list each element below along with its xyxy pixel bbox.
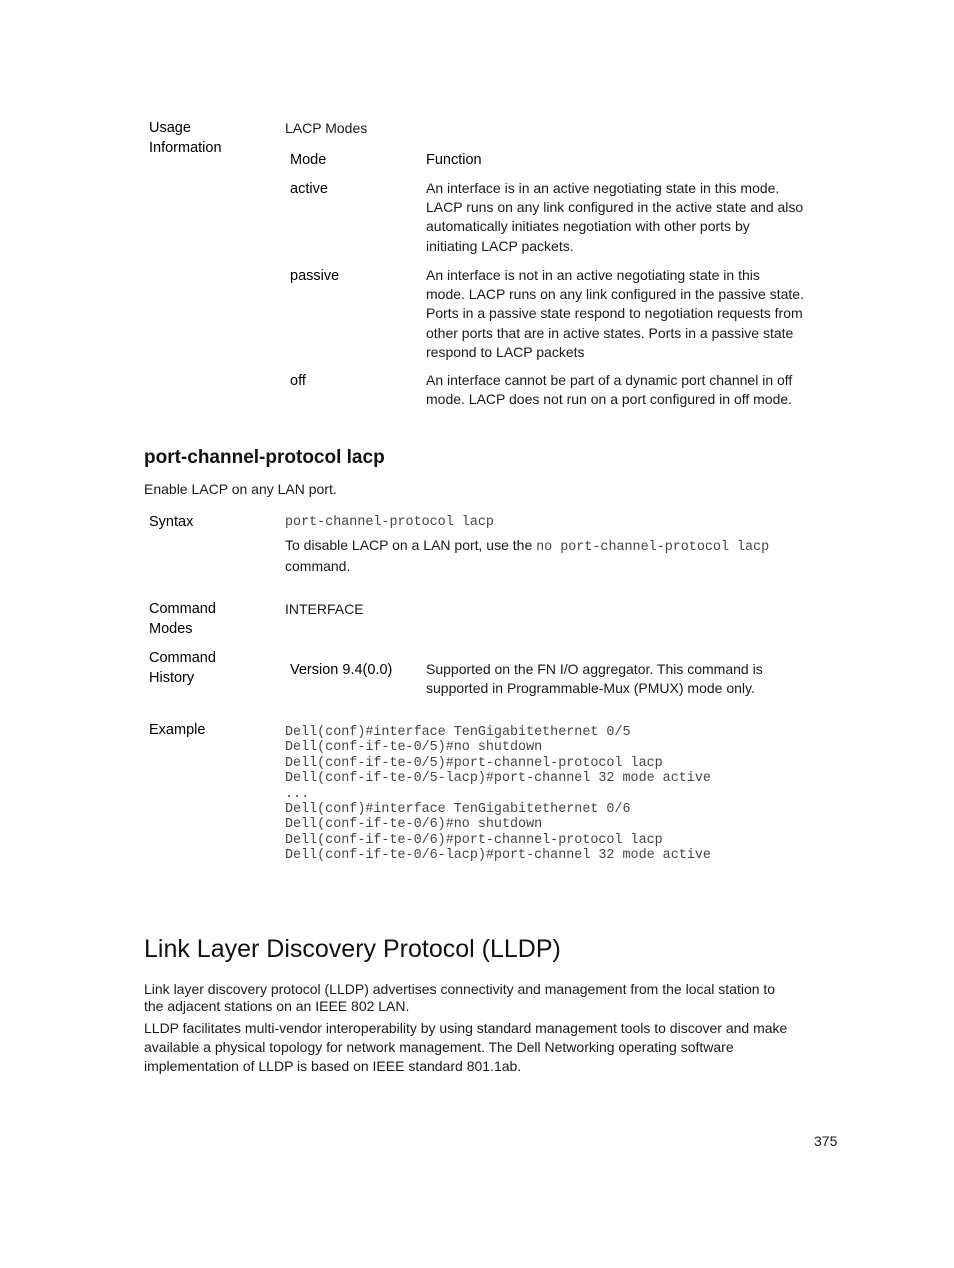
command-description: Enable LACP on any LAN port. <box>144 481 337 497</box>
lldp-paragraph-2: LLDP facilitates multi-vendor interoperability by using standard management tools to discover and make available a physical topology for network management. The Dell Networking operating software implementation of LLDP is based on IEEE standard 801.1ab. <box>144 1020 788 1075</box>
history-version: Version 9.4(0.0) <box>290 662 393 678</box>
usage-information-label: Usage Information <box>149 120 222 156</box>
mode-passive: passive <box>290 268 340 284</box>
syntax-code: port-channel-protocol lacp <box>285 515 494 530</box>
syntax-note-code: no port-channel-protocol lacp <box>536 540 770 555</box>
table-header-function: Function <box>426 152 482 168</box>
syntax-label: Syntax <box>149 514 194 530</box>
chapter-title: Link Layer Discovery Protocol (LLDP) <box>144 935 561 963</box>
command-title: port-channel-protocol lacp <box>144 447 385 468</box>
example-code-block: Dell(conf)#interface TenGigabitethernet 0/5 Dell(conf-if-te-0/5)#no shutdown Dell(conf-if-te-0/5)#port-channel-protocol lacp Dell(conf-if-te-0/5-lacp)#port-channel 32 mode active ... Dell(conf)#interface TenGigabitethernet 0/6 Dell(conf-if-te-0/6)#no shutdown Dell(conf-if-te-0/6)#port-channel-protocol lacp Dell(conf-if-te-0/6-lacp)#port-channel 32 mode active <box>285 725 711 864</box>
lldp-paragraph-1: Link layer discovery protocol (LLDP) advertises connectivity and management from the local station to the adjacent stations on an IEEE 802 LAN. <box>144 981 776 1015</box>
syntax-note <box>285 536 845 577</box>
mode-passive-function: An interface is not in an active negotiating state in this mode. LACP runs on any link configured in the passive state. Ports in a passive state respond to negotiation requests from other ports that are in active states. Ports in a passive state respond to LACP packets <box>426 267 804 360</box>
mode-active: active <box>290 181 328 197</box>
mode-off-function: An interface cannot be part of a dynamic port channel in off mode. LACP does not run on a port configured in off mode. <box>426 372 793 408</box>
page-number: 375 <box>814 1133 838 1149</box>
command-modes-value: INTERFACE <box>285 601 364 617</box>
command-modes-label: Command Modes <box>149 601 216 637</box>
history-description: Supported on the FN I/O aggregator. This command is supported in Programmable-Mux (PMUX) mode only. <box>426 661 763 697</box>
example-label: Example <box>149 722 206 738</box>
table-header-mode: Mode <box>290 152 327 168</box>
mode-active-function: An interface is in an active negotiating state in this mode. LACP runs on any link configured in the active state and also automatically initiates negotiation with other ports by initiating LACP packets. <box>426 180 804 254</box>
syntax-note-end: command. <box>285 558 351 575</box>
syntax-note-text: To disable LACP on a LAN port, use the <box>285 537 537 553</box>
mode-off: off <box>290 373 306 389</box>
lacp-modes-intro: LACP Modes <box>285 120 368 136</box>
command-history-label: Command History <box>149 650 216 686</box>
